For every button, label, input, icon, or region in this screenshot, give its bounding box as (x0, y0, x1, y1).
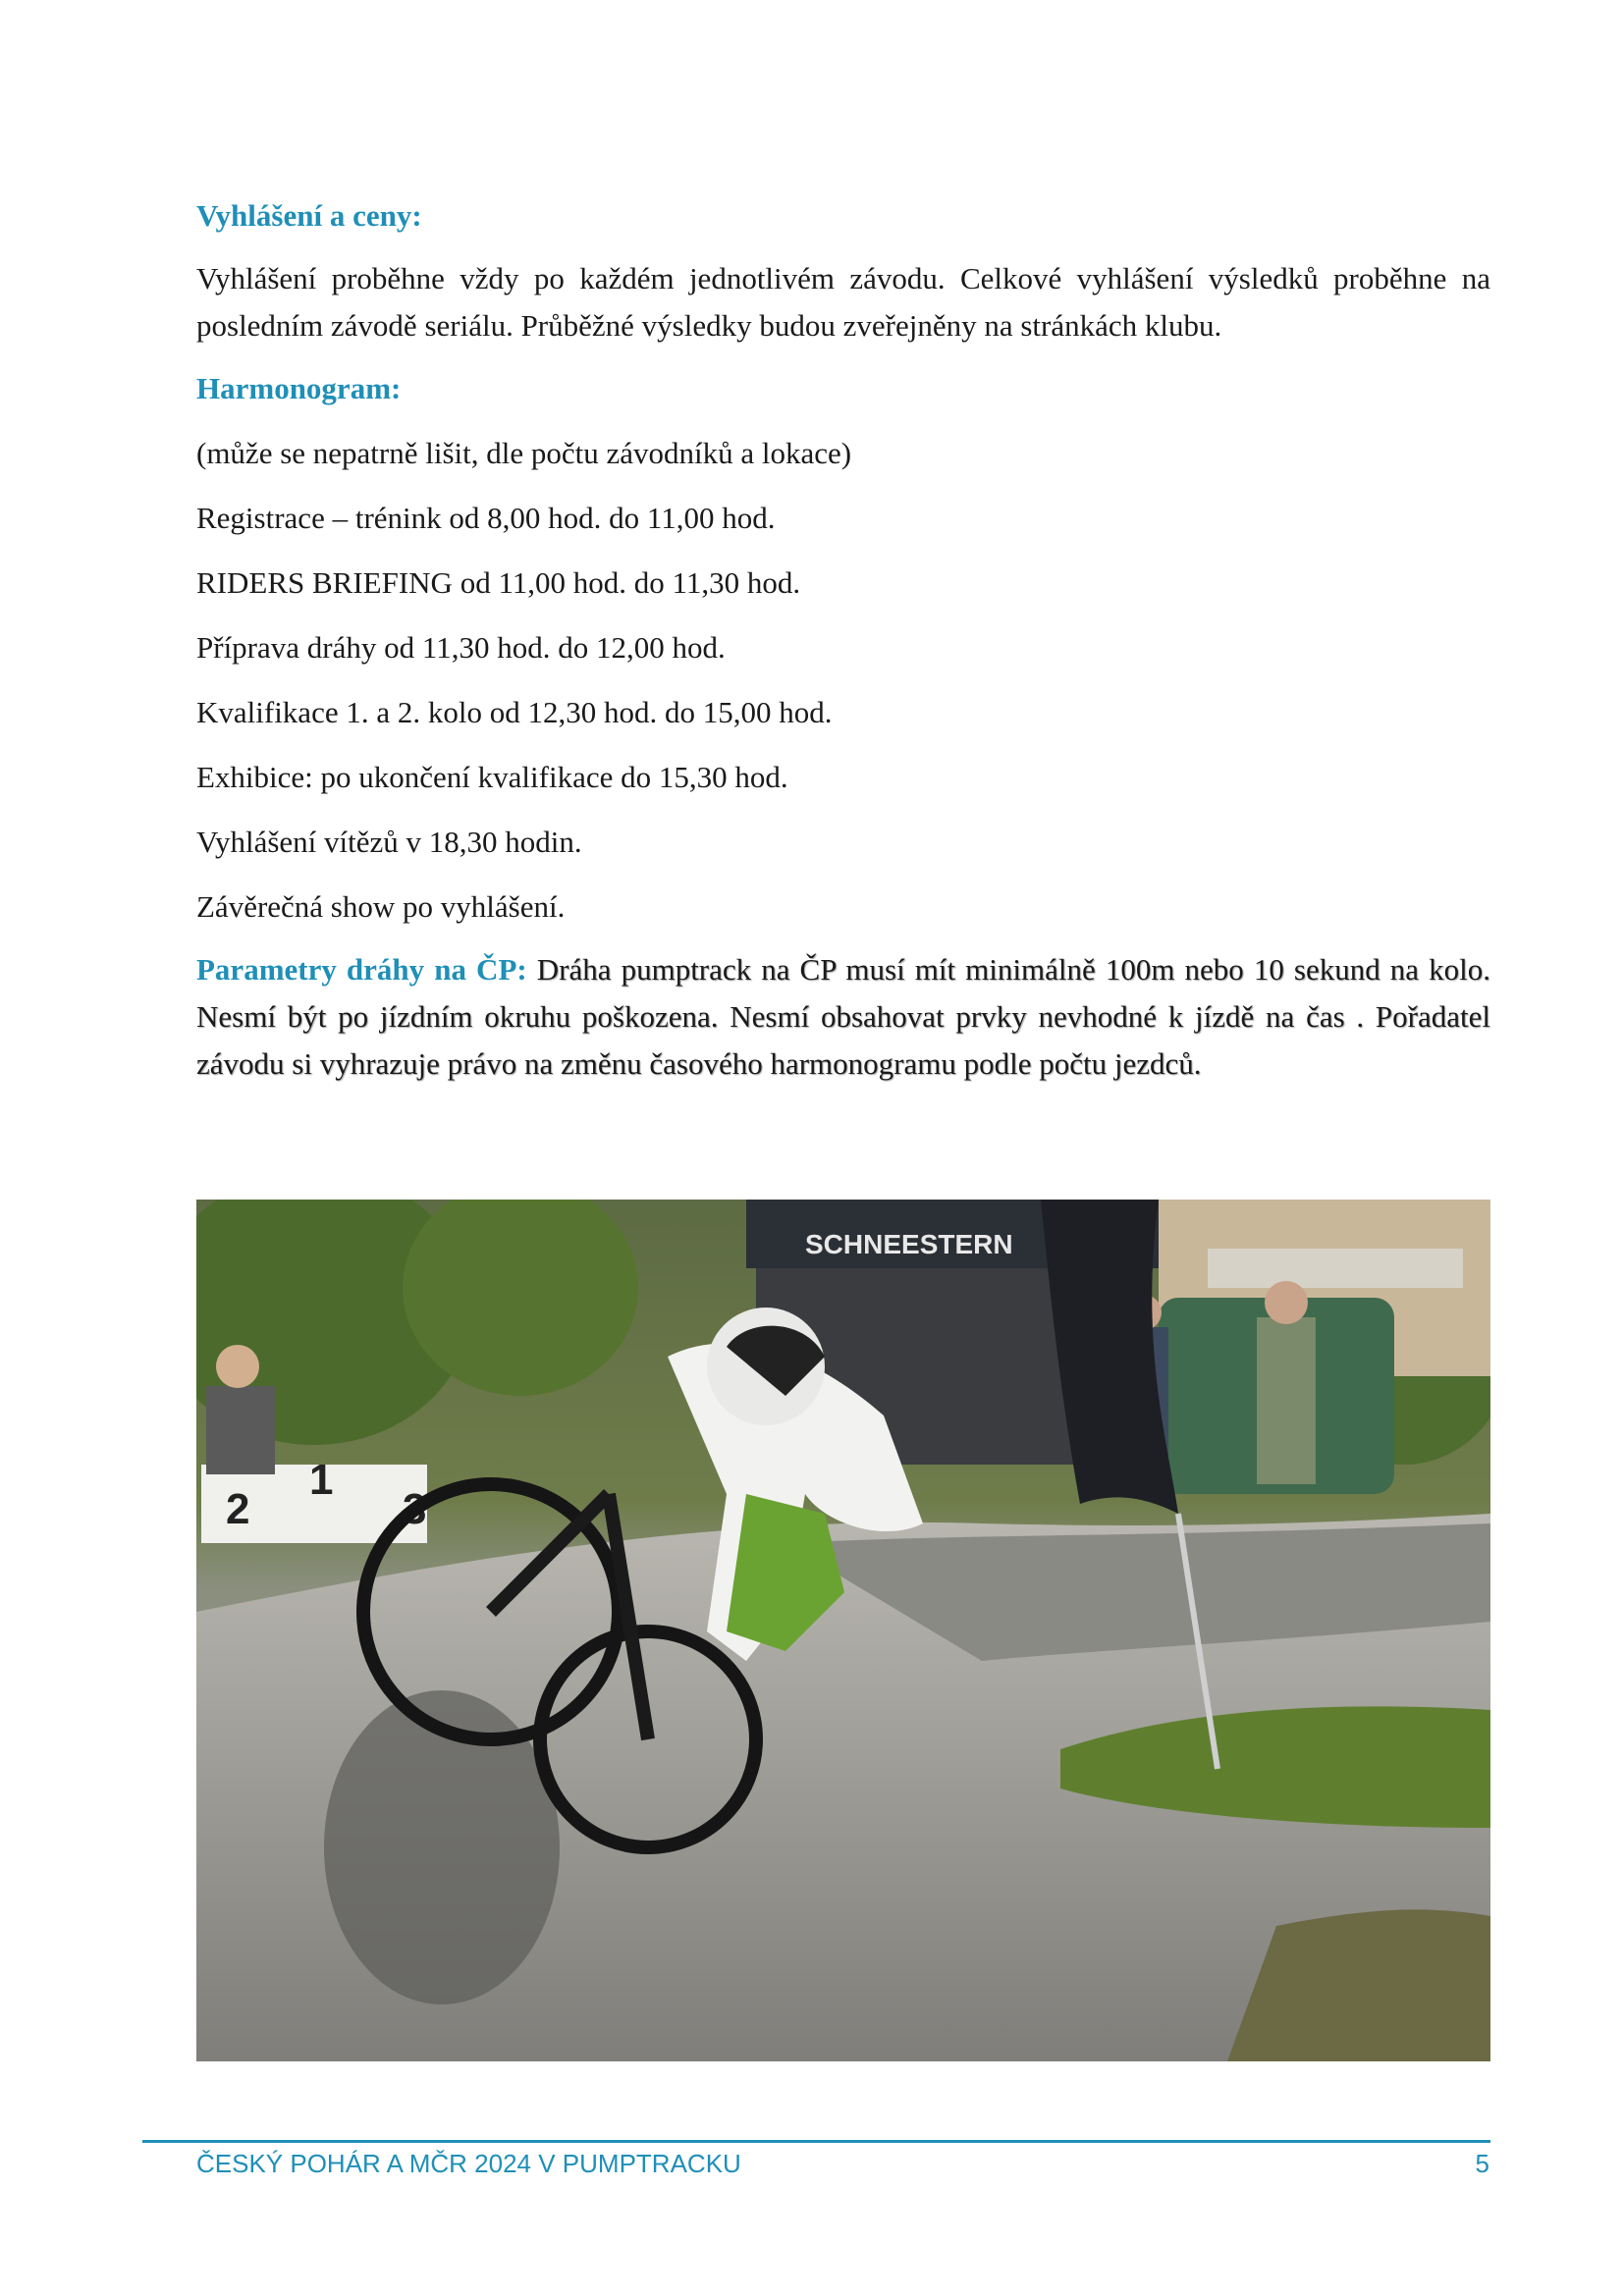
pumptrack-rider-photo (196, 1200, 1490, 2061)
content-body (196, 192, 1490, 1088)
schedule-line: Exhibice: po ukončení kvalifikace do 15,30 hod. (196, 760, 788, 794)
schedule-line: Kvalifikace 1. a 2. kolo od 12,30 hod. do 15,00 hod. (196, 695, 833, 729)
schedule-line: RIDERS BRIEFING od 11,00 hod. do 11,30 hod. (196, 565, 801, 600)
footer-divider (142, 2140, 1490, 2143)
schedule-line: Závěrečná show po vyhlášení. (196, 889, 566, 924)
awards-paragraph: Vyhlášení proběhne vždy po každém jednotlivém závodu. Celkové vyhlášení výsledků proběhne na posledním závodě seriálu. Průběžné výsledky budou zveřejněny na stránkách klubu. (196, 261, 1490, 343)
schedule-line: Vyhlášení vítězů v 18,30 hodin. (196, 825, 582, 859)
podium-label: 1 (309, 1456, 334, 1504)
section-heading-track: Parametry dráhy na ČP: (196, 952, 527, 987)
section-heading-awards: Vyhlášení a ceny: (196, 198, 422, 233)
schedule-note: (může se nepatrně lišit, dle počtu závodníků a lokace) (196, 436, 852, 470)
page-number: 5 (1475, 2149, 1489, 2178)
track-parameters-text: Dráha pumptrack na ČP musí mít minimálně 100m nebo 10 sekund na kolo. Nesmí být po jízdním okruhu poškozena. Nesmí obsahovat prvky nevhodné k jízdě na čas . Pořadatel závodu si vyhrazuje právo na změnu časového harmonogramu podle počtu jezdců. (196, 952, 1490, 1081)
schedule-line: Příprava dráhy od 11,30 hod. do 12,00 hod. (196, 630, 726, 665)
podium-label: 3 (403, 1485, 427, 1533)
track-parameters-paragraph (196, 946, 1490, 1088)
tent-banner-text: SCHNEESTERN (805, 1229, 1013, 1259)
footer-title: ČESKÝ POHÁR A MČR 2024 V PUMPTRACKU (196, 2149, 741, 2178)
schedule-line: Registrace – trénink od 8,00 hod. do 11,00 hod. (196, 501, 776, 535)
section-heading-schedule: Harmonogram: (196, 371, 402, 405)
podium-label: 2 (226, 1485, 250, 1533)
